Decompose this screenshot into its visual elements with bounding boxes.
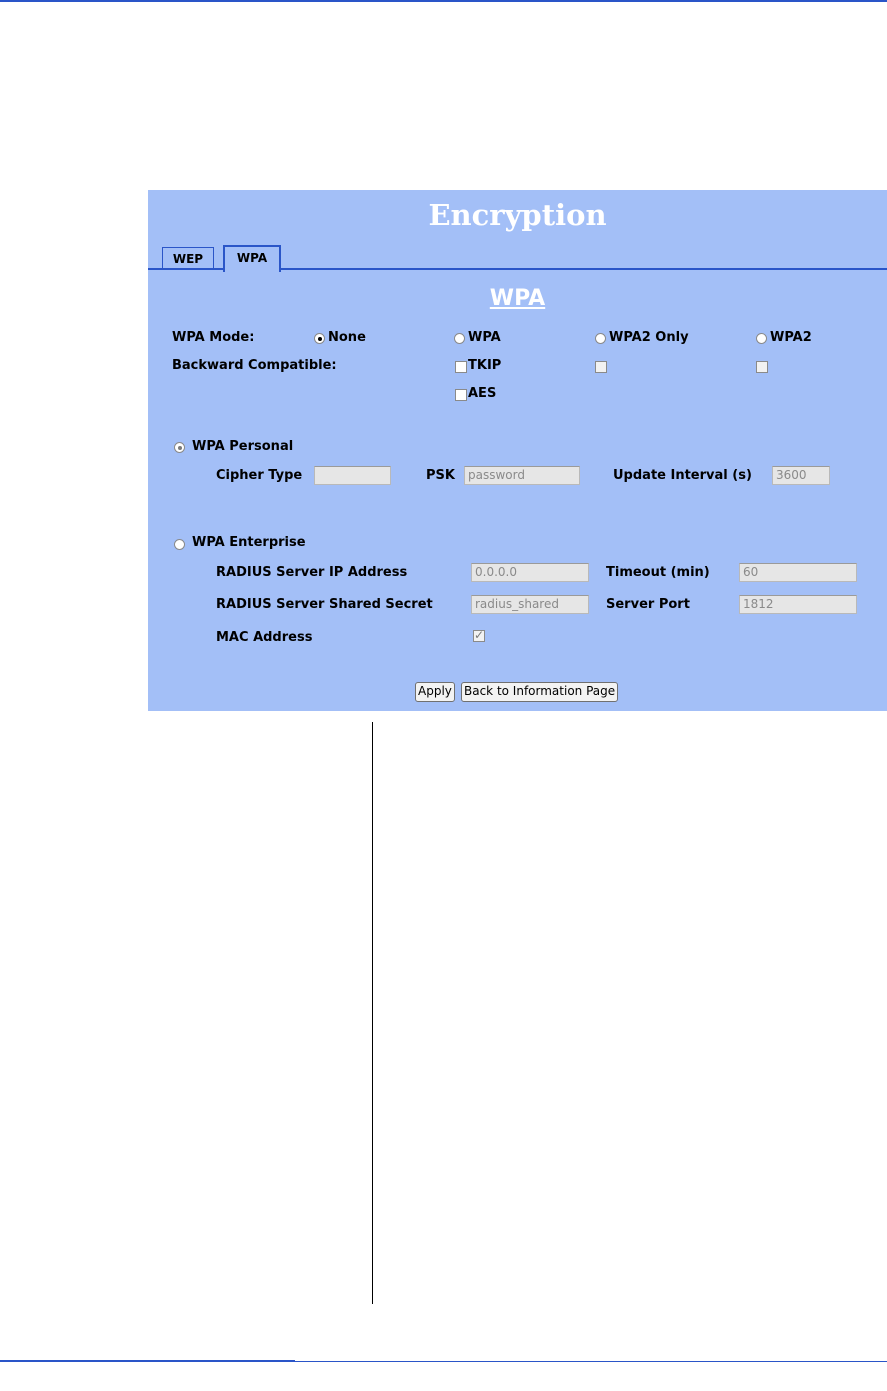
wpa2-compat-checkbox[interactable] [756, 361, 768, 373]
checkmark-icon: ✓ [474, 628, 485, 642]
back-to-information-button[interactable]: Back to Information Page [461, 682, 618, 702]
radius-ip-label: RADIUS Server IP Address [216, 565, 408, 580]
aes-checkbox[interactable] [455, 389, 467, 401]
tab-wpa[interactable]: WPA [223, 245, 281, 272]
tab-bar-line-right [281, 268, 887, 270]
radius-ip-input[interactable]: 0.0.0.0 [471, 563, 589, 582]
psk-input[interactable]: password [464, 466, 580, 485]
aes-label: AES [468, 386, 497, 401]
update-interval-label: Update Interval (s) [613, 468, 752, 483]
column-divider [372, 722, 373, 1304]
timeout-input[interactable]: 60 [739, 563, 857, 582]
wpa2only-compat-checkbox[interactable] [595, 361, 607, 373]
wpa-mode-wpa-label: WPA [468, 330, 501, 345]
cipher-type-label: Cipher Type [216, 468, 303, 483]
page-title: Encryption [428, 198, 607, 232]
encryption-panel [148, 190, 887, 711]
cipher-type-input[interactable] [314, 466, 391, 485]
backward-compatible-label: Backward Compatible: [172, 358, 337, 373]
mac-address-checkbox[interactable] [473, 630, 485, 642]
shared-secret-label: RADIUS Server Shared Secret [216, 597, 433, 612]
server-port-label: Server Port [606, 597, 690, 612]
tkip-label: TKIP [468, 358, 502, 373]
wpa-mode-wpa2-radio[interactable] [756, 333, 767, 344]
wpa-mode-wpa2only-radio[interactable] [595, 333, 606, 344]
top-rule [0, 0, 887, 2]
tkip-checkbox[interactable] [455, 361, 467, 373]
tab-wep[interactable]: WEP [162, 247, 214, 269]
bottom-rule [0, 1361, 887, 1362]
server-port-input[interactable]: 1812 [739, 595, 857, 614]
timeout-label: Timeout (min) [606, 565, 710, 580]
wpa-mode-wpa2-label: WPA2 [770, 330, 812, 345]
shared-secret-input[interactable]: radius_shared [471, 595, 589, 614]
wpa-personal-label: WPA Personal [192, 439, 294, 454]
wpa-mode-label: WPA Mode: [172, 330, 255, 345]
wpa-mode-none-label: None [328, 330, 366, 345]
wpa-mode-none-radio[interactable] [314, 333, 325, 344]
wpa-enterprise-radio[interactable] [174, 539, 185, 550]
wpa-personal-radio[interactable] [174, 442, 185, 453]
wpa-enterprise-label: WPA Enterprise [192, 535, 306, 550]
tab-bar-line [148, 268, 223, 270]
apply-button[interactable]: Apply [415, 682, 455, 702]
wpa-mode-wpa-radio[interactable] [454, 333, 465, 344]
section-title: WPA [489, 286, 546, 311]
wpa-mode-wpa2only-label: WPA2 Only [609, 330, 689, 345]
mac-address-label: MAC Address [216, 630, 313, 645]
update-interval-input[interactable]: 3600 [772, 466, 830, 485]
psk-label: PSK [426, 468, 455, 483]
